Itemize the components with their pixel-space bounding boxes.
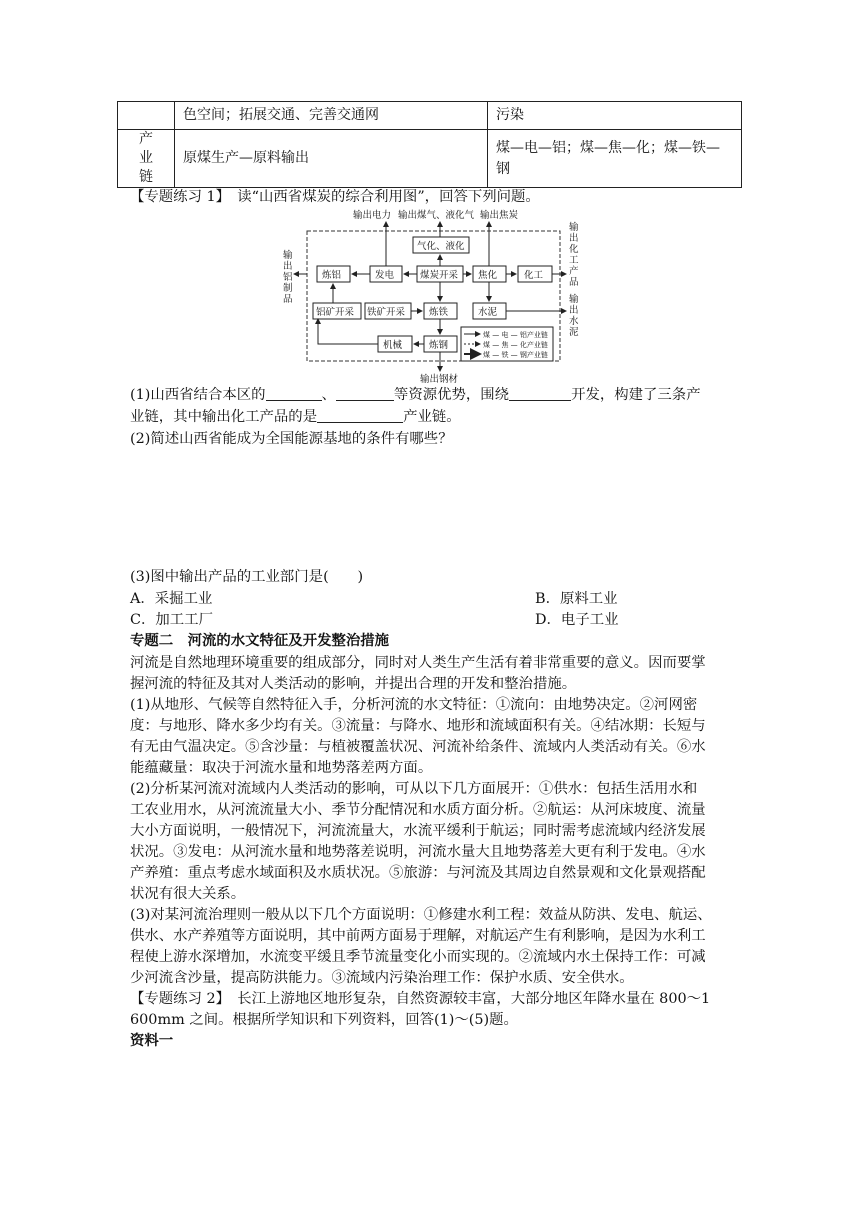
- paragraph-line: 600mm 之间。根据所学知识和下列资料，回答(1)～(5)题。: [130, 1012, 518, 1028]
- question-1: (1)山西省结合本区的 、 等资源优势，围绕 开发，构建了三条产: [130, 387, 701, 403]
- paragraph-line: 状况。③发电：从河流水量和地势落差说明，河流水量大且地势落差大更有利于发电。④水: [130, 844, 706, 860]
- box-gasify: 气化、液化: [417, 241, 465, 252]
- svg-text:化: 化: [569, 244, 579, 255]
- paragraph-line: 有无由气温决定。⑤含沙量：与植被覆盖状况、河流补给条件、流域内人类活动有关。⑥水: [130, 739, 706, 755]
- table-cell: 煤—电—铝；煤—焦—化；煤—铁— 钢: [488, 130, 742, 188]
- paragraph-line: 能蕴藏量：取决于河流水量和地势落差两方面。: [130, 760, 433, 776]
- svg-text:制: 制: [283, 283, 293, 294]
- legend-item: 煤 — 焦 — 化产业链: [483, 341, 548, 349]
- table-cell: 原煤生产—原料输出: [175, 130, 488, 188]
- box-steel: 炼钢: [429, 340, 449, 351]
- label-output-gas: 输出煤气、液化气: [398, 210, 475, 221]
- label-output-coke: 输出焦炭: [480, 210, 519, 221]
- svg-text:品: 品: [283, 294, 293, 305]
- option-d[interactable]: D．电子工业: [535, 612, 619, 628]
- svg-text:输: 输: [283, 250, 293, 261]
- section-2-title: 专题二 河流的水文特征及开发整治措施: [130, 632, 390, 649]
- svg-text:出: 出: [569, 305, 579, 316]
- question-3: (3)图中输出产品的工业部门是( ): [130, 569, 364, 585]
- paragraph-line: (3)对某河流治理则一般从以下几个方面说明：①修建水利工程：效益从防洪、发电、航运、: [130, 907, 712, 923]
- box-power: 发电: [375, 270, 395, 281]
- paragraph-line: 程使上游水深增加，水流变平缓且季节流量变化小而实现的。②流域内水土保持工作：可减: [130, 949, 706, 965]
- svg-text:出: 出: [569, 233, 579, 244]
- answer-blank[interactable]: [509, 386, 571, 401]
- paragraph-line: (1)从地形、气候等自然特征入手，分析河流的水文特征：①流向：由地势决定。②河网密: [130, 697, 698, 713]
- box-bauxite: 铝矿开采: [316, 307, 355, 318]
- label-output-steel: 输出钢材: [420, 374, 459, 385]
- answer-blank[interactable]: [336, 386, 394, 401]
- answer-blank[interactable]: [317, 408, 403, 423]
- svg-text:铝: 铝: [283, 272, 293, 283]
- label-output-chemicals: [569, 221, 579, 288]
- question-1-cont: 业链，其中输出化工产品的是 产业链。: [130, 409, 461, 425]
- option-b[interactable]: B．原料工业: [535, 591, 618, 607]
- svg-text:输: 输: [569, 294, 579, 305]
- box-iron-ore: 铁矿开采: [367, 307, 406, 318]
- paragraph-line: 工农业用水，从河流流量大小、季节分配情况和水质方面分析。②航运：从河床坡度、流量: [130, 802, 706, 818]
- paragraph-line: 大小方面说明，一般情况下，河流流量大，水流平缓利于航运；同时需考虑流域内经济发展: [130, 823, 706, 839]
- option-c[interactable]: C．加工工厂: [130, 612, 213, 628]
- diagram-legend: [464, 330, 548, 359]
- paragraph-line: (2)分析某河流对流域内人类活动的影响，可从以下几方面展开：①供水：包括生活用水和: [130, 781, 698, 797]
- exercise-2-heading: 【专题练习 2】 长江上游地区地形复杂，自然资源较丰富，大部分地区年降水量在 800～1: [130, 991, 711, 1007]
- box-cement: 水泥: [478, 307, 498, 318]
- table-row: [118, 102, 742, 130]
- table-row: [118, 130, 742, 188]
- label-output-cement: [569, 293, 579, 338]
- box-chem: 化工: [524, 270, 544, 281]
- paragraph-line: 供水、水产养殖等方面说明，其中前两方面易于理解，对航运产生有利影响，是因为水利工: [130, 928, 706, 944]
- svg-text:工: 工: [569, 255, 579, 266]
- table-row-header: 产 业 链: [118, 130, 175, 188]
- svg-text:品: 品: [569, 277, 579, 288]
- paragraph-line: 少河流含沙量，提高防洪能力。③流域内污染治理工作：保护水质、安全供水。: [130, 970, 634, 986]
- exercise-1-heading: 【专题练习 1】 读“山西省煤炭的综合利用图”，回答下列问题。: [130, 189, 540, 205]
- industry-table: [117, 101, 742, 188]
- paragraph-line: 状况有很大关系。: [130, 886, 246, 902]
- box-coking: 焦化: [478, 270, 498, 281]
- option-a[interactable]: A．采掘工业: [130, 591, 213, 607]
- svg-text:出: 出: [283, 261, 293, 272]
- paragraph-line: 河流是自然地理环境重要的组成部分，同时对人类生产生活有着非常重要的意义。因而要掌: [130, 655, 706, 671]
- material-label: 资料一: [130, 1032, 174, 1049]
- coal-utilization-diagram: [280, 206, 585, 386]
- paragraph-line: 度：与地形、降水多少均有关。③流量：与降水、地形和流域面积有关。④结冰期：长短与: [130, 718, 706, 734]
- svg-text:产: 产: [569, 266, 579, 277]
- table-cell: [118, 102, 175, 130]
- answer-blank[interactable]: [266, 386, 322, 401]
- question-2: (2)简述山西省能成为全国能源基地的条件有哪些？: [130, 431, 453, 447]
- box-coal: 煤炭开采: [420, 270, 459, 281]
- svg-text:输: 输: [569, 222, 579, 233]
- paragraph-line: 产养殖：重点考虑水域面积及水质状况。⑤旅游：与河流及其周边自然景观和文化景观搭配: [130, 865, 706, 881]
- table-cell: 色空间；拓展交通、完善交通网: [175, 102, 488, 130]
- legend-item: 煤 — 电 — 铝产业链: [483, 331, 548, 339]
- box-machinery: 机械: [383, 340, 403, 351]
- legend-item: 煤 — 铁 — 钢产业链: [483, 351, 548, 359]
- box-al-smelt: 炼铝: [322, 270, 342, 281]
- table-cell: 污染: [488, 102, 742, 130]
- svg-text:泥: 泥: [569, 327, 579, 338]
- paragraph-line: 握河流的特征及其对人类活动的影响，并提出合理的开发和整治措施。: [130, 676, 577, 692]
- label-output-power: 输出电力: [353, 210, 392, 221]
- box-iron: 炼铁: [429, 307, 449, 318]
- label-output-aluminum: [283, 249, 293, 305]
- svg-text:水: 水: [569, 316, 579, 327]
